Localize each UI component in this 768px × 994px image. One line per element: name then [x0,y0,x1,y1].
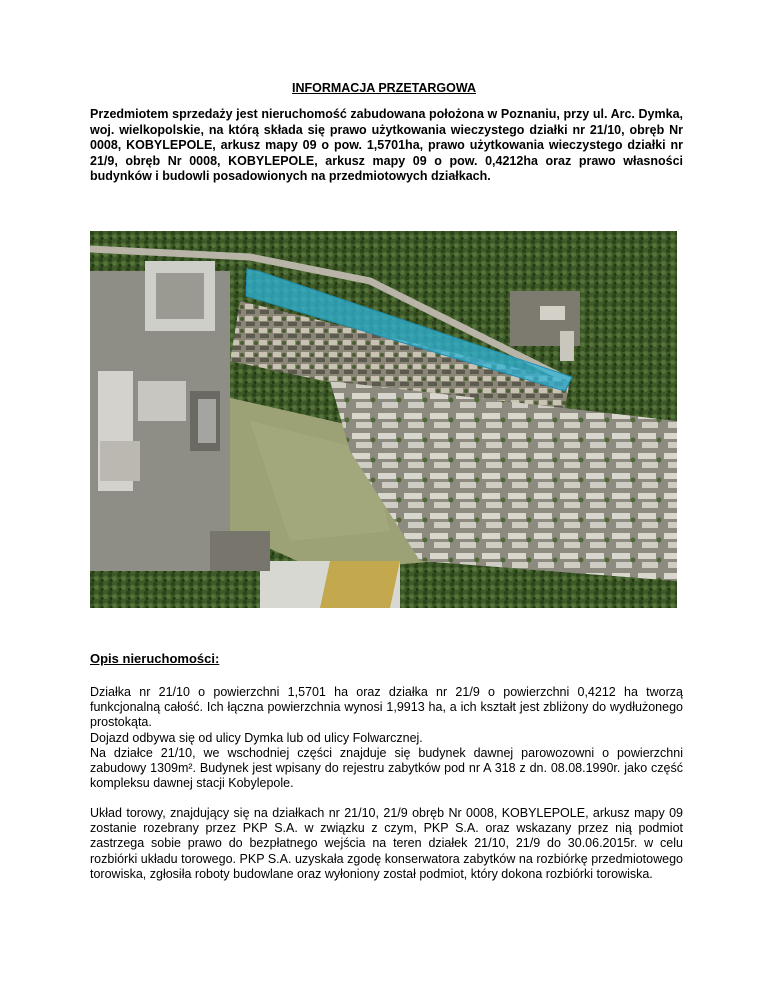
document-title: INFORMACJA PRZETARGOWA [291,81,477,95]
intro-paragraph: Przedmiotem sprzedaży jest nieruchomość zabudowana położona w Poznaniu, przy ul. Arc. Dymka, woj. wielkopolskie, na którą składa się prawo użytkowania wieczystego działki nr 21/10, obręb Nr 0008, KOBYLEPOLE, arkusz mapy 09 o pow. 1,5701ha, prawo użytkowania wieczystego działki nr 21/9, obręb Nr 0008, KOBYLEPOLE, arkusz mapy 09 o pow. 0,4212ha oraz prawo własności budynków i budowli posadowionych na przedmiotowych działkach. [90,107,683,183]
description-paragraph-2: Układ torowy, znajdujący się na działkach nr 21/10, 21/9 obręb Nr 0008, KOBYLEPOLE, arkusz mapy 09 zostanie rozebrany przez PKP S.A. w związku z czym, PKP S.A. oraz wskazany przez nią podmiot zastrzega sobie prawo do bezpłatnego wejścia na teren działek 21/10, 21/9 do 30.06.2015r. w celu rozbiórki układu torowego. PKP S.A. uzyskała zgodę konserwatora zabytków na rozbiórkę przedmiotowego torowiska, zgłosiła roboty budowlane oraz wyłoniony został podmiot, który dokona rozbiórki torowiska. [90,806,683,881]
description-paragraph-1 [90,685,683,791]
section-title: Opis nieruchomości: [90,651,220,666]
description-line: Dojazd odbywa się od ulicy Dymka lub od ulicy Folwarcznej. [90,730,423,745]
description-line: Na działce 21/10, we wschodniej części znajduje się budynek dawnej parowozowni o powierzchni zabudowy 1309m². Budynek jest wpisany do rejestru zabytków pod nr A 318 z dn. 08.08.1990r. jako część kompleksu dawnej stacji Kobylepole. [90,745,683,791]
aerial-map-image [90,231,677,608]
description-line: Działka nr 21/10 o powierzchni 1,5701 ha oraz działka nr 21/9 o powierzchni 0,4212 ha tworzą funkcjonalną całość. Ich łączna powierzchnia wynosi 1,9913 ha, a ich kształt jest zbliżony do wydłużonego prostokąta. [90,685,683,730]
